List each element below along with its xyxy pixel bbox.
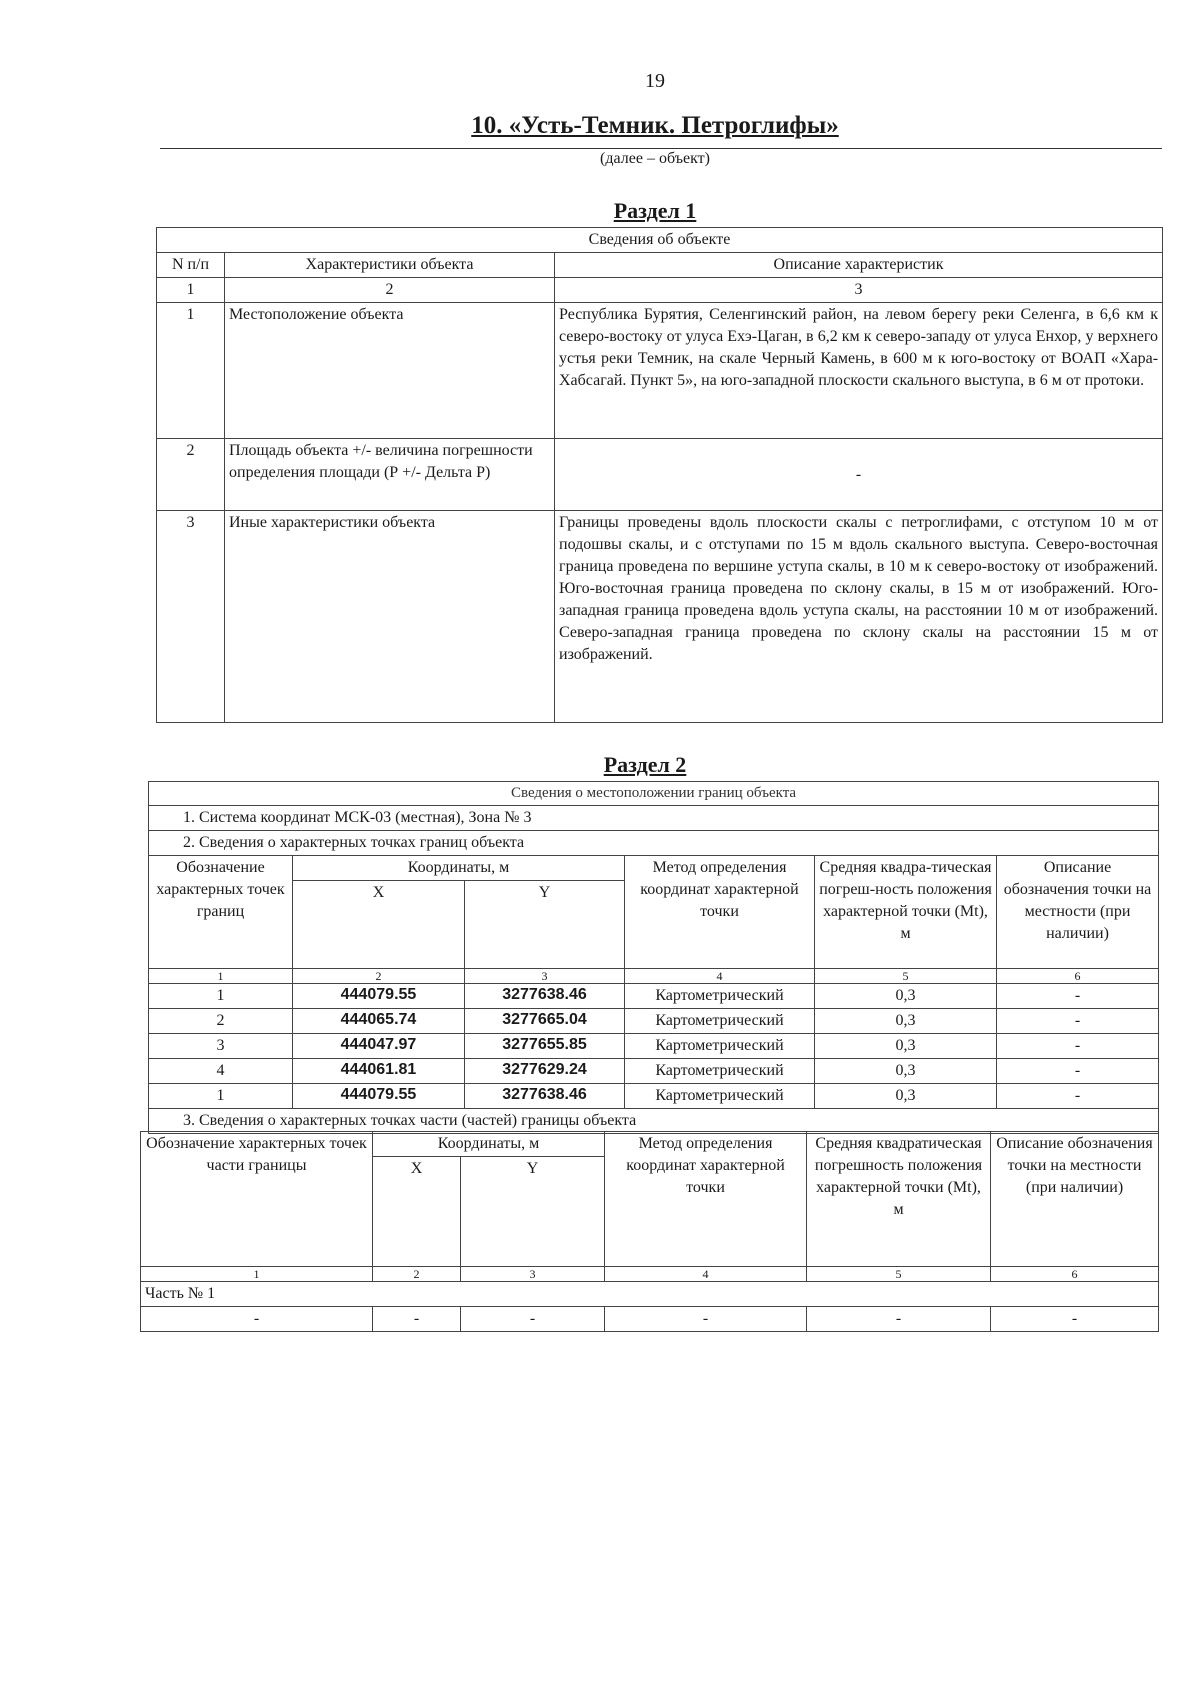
header-method: Метод определения координат характерной точки: [625, 856, 815, 969]
section-2-heading: Раздел 2: [603, 752, 687, 777]
part-cell: -: [461, 1307, 605, 1332]
col-number: 1: [157, 278, 225, 303]
characteristic-name: Площадь объекта +/- величина погрешности определения площади (Р +/- Дельта Р): [225, 439, 555, 511]
point-x: 444047.97: [293, 1034, 465, 1059]
col-number: 6: [997, 969, 1159, 984]
point-id: 4: [149, 1059, 293, 1084]
title-divider: [160, 148, 1162, 149]
point-desc: -: [997, 984, 1159, 1009]
point-y: 3277629.24: [465, 1059, 625, 1084]
table-row: [149, 1009, 1159, 1034]
characteristic-name: Иные характеристики объекта: [225, 511, 555, 723]
characteristic-description: Республика Бурятия, Селенгинский район, на левом берегу реки Селенга, в 6,6 км к северо-востоку от улуса Ехэ-Цаган, в 6,2 км к северо-западу от улуса Енхор, у верхнего устья реки Темник, на скале Черный Камень, в 600 м к юго-востоку от ВОАП «Хара-Хабсагай. Пункт 5», на юго-западной плоскости скального выступа, в 6 м от протоки.: [555, 303, 1163, 439]
point-mt: 0,3: [815, 1084, 997, 1109]
table-row: [149, 1059, 1159, 1084]
section-1-table: [156, 227, 1163, 723]
part-cell: -: [373, 1307, 461, 1332]
point-desc: -: [997, 1034, 1159, 1059]
col-number: 3: [555, 278, 1163, 303]
page-number: 19: [645, 70, 665, 92]
col-number: 5: [807, 1267, 991, 1282]
parts-title: 3. Сведения о характерных точках части (частей) границы объекта: [149, 1109, 1159, 1134]
part-label: Часть № 1: [141, 1282, 1159, 1307]
point-y: 3277638.46: [465, 984, 625, 1009]
col-number: 5: [815, 969, 997, 984]
row-number: 3: [157, 511, 225, 723]
row-number: 2: [157, 439, 225, 511]
header-characteristic: Характеристики объекта: [225, 253, 555, 278]
point-id: 1: [149, 984, 293, 1009]
col-number: 1: [149, 969, 293, 984]
point-x: 444079.55: [293, 984, 465, 1009]
point-desc: -: [997, 1009, 1159, 1034]
header-point-description: Описание обозначения точки на местности (при наличии): [997, 856, 1159, 969]
point-y: 3277638.46: [465, 1084, 625, 1109]
points-title: 2. Сведения о характерных точках границ объекта: [149, 831, 1159, 856]
header-error: Средняя квадра-тическая погреш-ность положения характерной точки (Mt), м: [815, 856, 997, 969]
col-number: 3: [461, 1267, 605, 1282]
part-cell: -: [141, 1307, 373, 1332]
point-id: 1: [149, 1084, 293, 1109]
point-mt: 0,3: [815, 984, 997, 1009]
section-1-table-title: Сведения об объекте: [157, 228, 1163, 253]
point-id: 2: [149, 1009, 293, 1034]
table-row: [149, 1034, 1159, 1059]
document-subtitle: (далее – объект): [600, 150, 710, 167]
coordinate-system: 1. Система координат МСК-03 (местная), Зона № 3: [149, 806, 1159, 831]
col-number: 2: [373, 1267, 461, 1282]
header-description: Описание характеристик: [555, 253, 1163, 278]
document-title: 10. «Усть-Темник. Петроглифы»: [471, 112, 839, 139]
point-desc: -: [997, 1084, 1159, 1109]
part-cell: -: [807, 1307, 991, 1332]
col-number: 1: [141, 1267, 373, 1282]
col-number: 2: [293, 969, 465, 984]
parts-header-y: Y: [461, 1157, 605, 1267]
point-mt: 0,3: [815, 1059, 997, 1084]
col-number: 4: [625, 969, 815, 984]
point-method: Картометрический: [625, 1034, 815, 1059]
point-method: Картометрический: [625, 1084, 815, 1109]
col-number: 4: [605, 1267, 807, 1282]
section-2-parts-table: [140, 1131, 1159, 1332]
table-row: [149, 1084, 1159, 1109]
table-row: [141, 1307, 1159, 1332]
point-mt: 0,3: [815, 1009, 997, 1034]
parts-header-x: X: [373, 1157, 461, 1267]
point-method: Картометрический: [625, 1009, 815, 1034]
point-desc: -: [997, 1059, 1159, 1084]
characteristic-name: Местоположение объекта: [225, 303, 555, 439]
header-coordinates: Координаты, м: [293, 856, 625, 881]
parts-header-point-description: Описание обозначения точки на местности (при наличии): [991, 1132, 1159, 1267]
characteristic-description: -: [555, 439, 1163, 511]
point-mt: 0,3: [815, 1034, 997, 1059]
header-y: Y: [465, 881, 625, 969]
col-number: 3: [465, 969, 625, 984]
header-designation: Обозначение характерных точек границ: [149, 856, 293, 969]
parts-header-designation: Обозначение характерных точек части границы: [141, 1132, 373, 1267]
table-row: [149, 984, 1159, 1009]
point-id: 3: [149, 1034, 293, 1059]
section-2-table: [148, 781, 1159, 1134]
point-y: 3277655.85: [465, 1034, 625, 1059]
point-x: 444079.55: [293, 1084, 465, 1109]
point-y: 3277665.04: [465, 1009, 625, 1034]
row-number: 1: [157, 303, 225, 439]
col-number: 6: [991, 1267, 1159, 1282]
col-number: 2: [225, 278, 555, 303]
section-2-table-title: Сведения о местоположении границ объекта: [149, 782, 1159, 806]
header-x: X: [293, 881, 465, 969]
part-cell: -: [605, 1307, 807, 1332]
point-x: 444061.81: [293, 1059, 465, 1084]
parts-header-method: Метод определения координат характерной точки: [605, 1132, 807, 1267]
point-method: Картометрический: [625, 984, 815, 1009]
point-x: 444065.74: [293, 1009, 465, 1034]
parts-header-coordinates: Координаты, м: [373, 1132, 605, 1157]
section-1-heading: Раздел 1: [613, 198, 697, 223]
parts-header-error: Средняя квадратическая погрешность положения характерной точки (Mt), м: [807, 1132, 991, 1267]
characteristic-description: Границы проведены вдоль плоскости скалы с петроглифами, с отступом 10 м от подошвы скалы, и с отступами по 15 м вдоль скального выступа. Северо-восточная граница проведена по вершине уступа скалы, в 10 м к северо-востоку от изображений. Юго-восточная граница проведена по склону скалы, в 15 м от изображений. Юго-западная граница проведена вдоль уступа скалы, на расстоянии 10 м от изображений. Северо-западная граница проведена по склону скалы на расстоянии 15 м от изображений.: [555, 511, 1163, 723]
part-cell: -: [991, 1307, 1159, 1332]
header-n: N п/п: [157, 253, 225, 278]
point-method: Картометрический: [625, 1059, 815, 1084]
